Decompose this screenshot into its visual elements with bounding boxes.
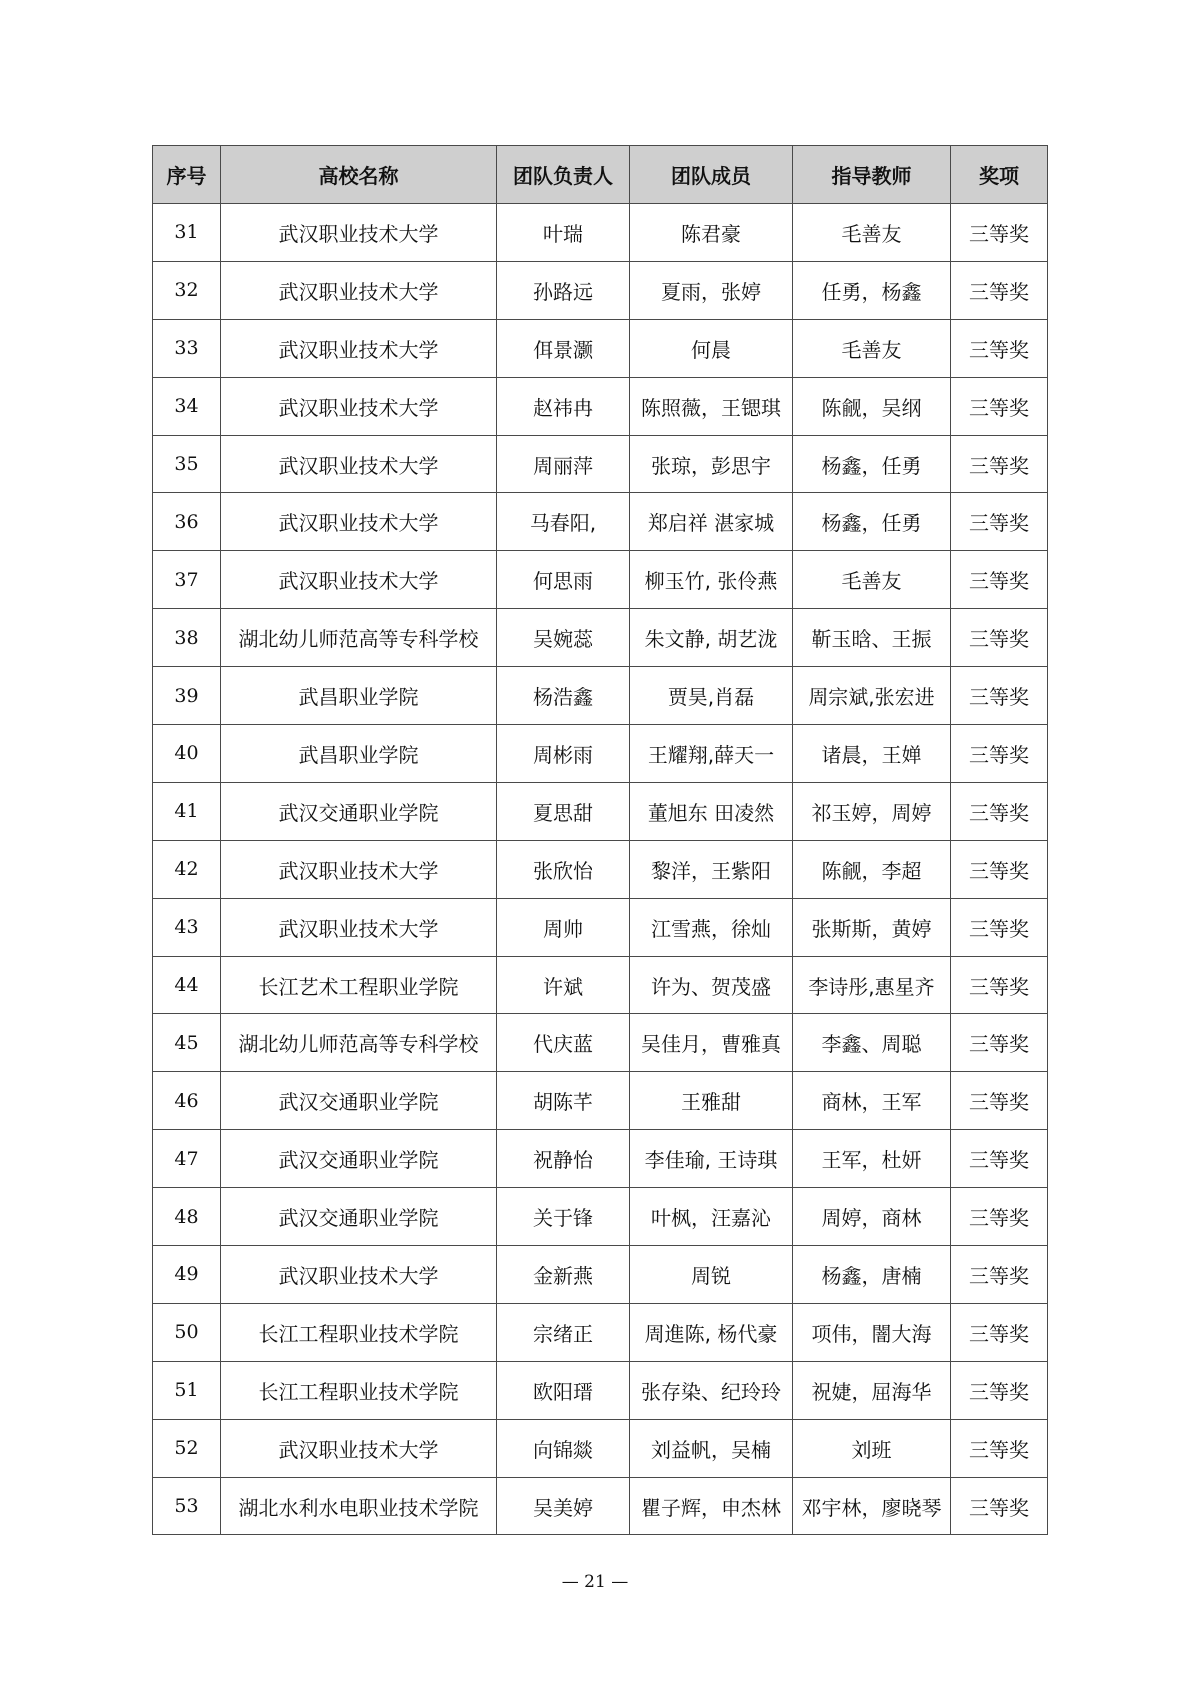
cell-advisor: 毛善友 [793,319,951,377]
cell-serial-number: 46 [153,1072,221,1130]
cell-team-leader: 金新燕 [497,1246,630,1304]
cell-advisor: 刘班 [793,1419,951,1477]
header-school-name: 高校名称 [221,146,497,204]
cell-team-leader: 佴景灏 [497,319,630,377]
cell-serial-number: 44 [153,956,221,1014]
cell-award: 三等奖 [951,956,1048,1014]
cell-serial-number: 47 [153,1130,221,1188]
cell-advisor: 商林，王军 [793,1072,951,1130]
cell-advisor: 祝婕，屈海华 [793,1361,951,1419]
table-header [153,146,1048,204]
cell-award: 三等奖 [951,1419,1048,1477]
header-team-members: 团队成员 [630,146,793,204]
table-row [153,956,1048,1014]
cell-school-name: 武汉职业技术大学 [221,1419,497,1477]
cell-award: 三等奖 [951,840,1048,898]
table-row [153,377,1048,435]
table-body [153,204,1048,1535]
cell-team-leader: 夏思甜 [497,782,630,840]
cell-team-leader: 欧阳瑨 [497,1361,630,1419]
cell-award: 三等奖 [951,377,1048,435]
table-row [153,1014,1048,1072]
cell-school-name: 武汉职业技术大学 [221,319,497,377]
cell-advisor: 任勇，杨鑫 [793,261,951,319]
cell-advisor: 陈觎，吴纲 [793,377,951,435]
cell-school-name: 武汉职业技术大学 [221,1246,497,1304]
cell-school-name: 武汉职业技术大学 [221,493,497,551]
cell-team-leader: 宗绪正 [497,1303,630,1361]
cell-team-leader: 吴美婷 [497,1477,630,1535]
cell-school-name: 武汉职业技术大学 [221,435,497,493]
cell-team-leader: 赵祎冉 [497,377,630,435]
cell-advisor: 祁玉婷，周婷 [793,782,951,840]
cell-serial-number: 48 [153,1188,221,1246]
cell-team-leader: 叶瑞 [497,204,630,262]
cell-team-members: 贾昊,肖磊 [630,667,793,725]
cell-serial-number: 40 [153,725,221,783]
cell-team-members: 王耀翔,薛天一 [630,725,793,783]
cell-team-leader: 孙路远 [497,261,630,319]
cell-team-leader: 代庆蓝 [497,1014,630,1072]
cell-team-members: 周锐 [630,1246,793,1304]
cell-team-members: 王雅甜 [630,1072,793,1130]
cell-team-leader: 杨浩鑫 [497,667,630,725]
table-row [153,840,1048,898]
cell-school-name: 湖北幼儿师范高等专科学校 [221,1014,497,1072]
cell-award: 三等奖 [951,782,1048,840]
cell-advisor: 王军，杜妍 [793,1130,951,1188]
cell-advisor: 李诗彤,惠星齐 [793,956,951,1014]
table-row [153,725,1048,783]
cell-advisor: 杨鑫，唐楠 [793,1246,951,1304]
cell-advisor: 毛善友 [793,204,951,262]
cell-team-members: 李佳瑜, 王诗琪 [630,1130,793,1188]
cell-team-members: 张存染、纪玲玲 [630,1361,793,1419]
cell-advisor: 杨鑫，任勇 [793,493,951,551]
cell-award: 三等奖 [951,493,1048,551]
cell-school-name: 武汉职业技术大学 [221,377,497,435]
cell-team-leader: 何思雨 [497,551,630,609]
cell-team-members: 郑启祥 湛家城 [630,493,793,551]
cell-serial-number: 33 [153,319,221,377]
cell-school-name: 武汉交通职业学院 [221,1072,497,1130]
cell-school-name: 武汉职业技术大学 [221,840,497,898]
cell-award: 三等奖 [951,204,1048,262]
cell-team-members: 吴佳月，曹雅真 [630,1014,793,1072]
cell-school-name: 武汉职业技术大学 [221,898,497,956]
cell-team-members: 刘益帆，吴楠 [630,1419,793,1477]
cell-team-leader: 周帅 [497,898,630,956]
cell-team-leader: 许斌 [497,956,630,1014]
cell-award: 三等奖 [951,1130,1048,1188]
awards-table [152,145,1048,1535]
cell-serial-number: 52 [153,1419,221,1477]
table-row [153,1419,1048,1477]
header-team-leader: 团队负责人 [497,146,630,204]
cell-advisor: 杨鑫，任勇 [793,435,951,493]
table-row [153,609,1048,667]
cell-award: 三等奖 [951,1188,1048,1246]
cell-award: 三等奖 [951,1246,1048,1304]
cell-team-members: 江雪燕，徐灿 [630,898,793,956]
cell-serial-number: 35 [153,435,221,493]
header-award: 奖项 [951,146,1048,204]
cell-award: 三等奖 [951,1303,1048,1361]
cell-team-leader: 关于锋 [497,1188,630,1246]
cell-school-name: 武汉交通职业学院 [221,1188,497,1246]
cell-serial-number: 38 [153,609,221,667]
table-row [153,1188,1048,1246]
cell-team-members: 陈照薇，王锶琪 [630,377,793,435]
cell-team-members: 董旭东 田凌然 [630,782,793,840]
cell-team-leader: 向锦燚 [497,1419,630,1477]
cell-school-name: 湖北幼儿师范高等专科学校 [221,609,497,667]
cell-serial-number: 51 [153,1361,221,1419]
cell-serial-number: 36 [153,493,221,551]
cell-school-name: 长江工程职业技术学院 [221,1361,497,1419]
table-row [153,667,1048,725]
cell-school-name: 武汉职业技术大学 [221,204,497,262]
cell-serial-number: 32 [153,261,221,319]
cell-advisor: 项伟，闇大海 [793,1303,951,1361]
header-serial-number: 序号 [153,146,221,204]
cell-serial-number: 45 [153,1014,221,1072]
cell-school-name: 武汉交通职业学院 [221,782,497,840]
cell-school-name: 武昌职业学院 [221,725,497,783]
table-row [153,898,1048,956]
table-row [153,1361,1048,1419]
table-row [153,319,1048,377]
cell-award: 三等奖 [951,261,1048,319]
cell-team-members: 夏雨，张婷 [630,261,793,319]
cell-advisor: 周宗斌,张宏进 [793,667,951,725]
cell-award: 三等奖 [951,898,1048,956]
cell-advisor: 诸晨，王婵 [793,725,951,783]
cell-team-members: 张琼，彭思宇 [630,435,793,493]
cell-team-leader: 周丽萍 [497,435,630,493]
table-row [153,551,1048,609]
cell-award: 三等奖 [951,1072,1048,1130]
cell-advisor: 周婷，商林 [793,1188,951,1246]
cell-serial-number: 42 [153,840,221,898]
cell-advisor: 张斯斯，黄婷 [793,898,951,956]
cell-team-leader: 周彬雨 [497,725,630,783]
cell-team-leader: 胡陈芊 [497,1072,630,1130]
cell-school-name: 武昌职业学院 [221,667,497,725]
cell-award: 三等奖 [951,1014,1048,1072]
cell-advisor: 邓宇林，廖晓琴 [793,1477,951,1535]
cell-team-leader: 祝静怡 [497,1130,630,1188]
header-row [153,146,1048,204]
table-row [153,782,1048,840]
table-row [153,1130,1048,1188]
cell-school-name: 武汉交通职业学院 [221,1130,497,1188]
cell-serial-number: 53 [153,1477,221,1535]
cell-team-members: 柳玉竹, 张伶燕 [630,551,793,609]
cell-team-leader: 吴婉蕊 [497,609,630,667]
cell-advisor: 靳玉晗、王振 [793,609,951,667]
cell-team-leader: 马春阳, [497,493,630,551]
cell-serial-number: 50 [153,1303,221,1361]
cell-serial-number: 49 [153,1246,221,1304]
cell-school-name: 长江艺术工程职业学院 [221,956,497,1014]
cell-team-members: 叶枫，汪嘉沁 [630,1188,793,1246]
cell-school-name: 武汉职业技术大学 [221,261,497,319]
cell-team-members: 许为、贺茂盛 [630,956,793,1014]
cell-award: 三等奖 [951,725,1048,783]
cell-team-leader: 张欣怡 [497,840,630,898]
cell-team-members: 陈君豪 [630,204,793,262]
cell-team-members: 朱文静, 胡艺泷 [630,609,793,667]
table-row [153,204,1048,262]
cell-award: 三等奖 [951,435,1048,493]
cell-school-name: 长江工程职业技术学院 [221,1303,497,1361]
cell-advisor: 陈觎，李超 [793,840,951,898]
cell-school-name: 武汉职业技术大学 [221,551,497,609]
cell-team-members: 周進陈, 杨代豪 [630,1303,793,1361]
cell-team-members: 何晨 [630,319,793,377]
cell-serial-number: 31 [153,204,221,262]
header-advisor: 指导教师 [793,146,951,204]
cell-advisor: 毛善友 [793,551,951,609]
cell-serial-number: 39 [153,667,221,725]
cell-award: 三等奖 [951,319,1048,377]
cell-serial-number: 41 [153,782,221,840]
table-row [153,1303,1048,1361]
page-number: — 21 — [561,1572,629,1592]
table-row [153,1477,1048,1535]
cell-award: 三等奖 [951,551,1048,609]
cell-award: 三等奖 [951,1361,1048,1419]
table-row [153,1072,1048,1130]
cell-award: 三等奖 [951,609,1048,667]
cell-serial-number: 37 [153,551,221,609]
table-row [153,1246,1048,1304]
cell-team-members: 黎洋，王紫阳 [630,840,793,898]
cell-award: 三等奖 [951,667,1048,725]
cell-award: 三等奖 [951,1477,1048,1535]
cell-advisor: 李鑫、周聪 [793,1014,951,1072]
table-row [153,493,1048,551]
cell-school-name: 湖北水利水电职业技术学院 [221,1477,497,1535]
table-row [153,435,1048,493]
cell-serial-number: 34 [153,377,221,435]
cell-team-members: 瞿子辉，申杰林 [630,1477,793,1535]
table-row [153,261,1048,319]
cell-serial-number: 43 [153,898,221,956]
